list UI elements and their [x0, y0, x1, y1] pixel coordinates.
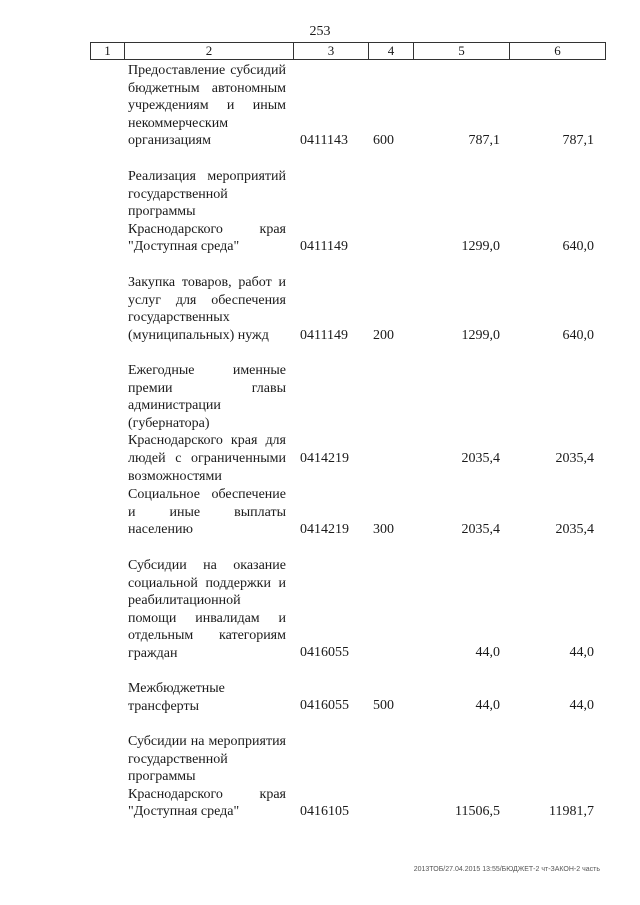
row-value-col5: 11506,5	[455, 804, 500, 820]
row-value-col6: 11981,7	[549, 804, 594, 820]
row-code: 0414219	[300, 522, 349, 538]
row-expense-type: 500	[373, 698, 394, 714]
row-description: Межбюджетные трансферты	[128, 681, 225, 714]
row-description: Закупка товаров, работ и услуг для обеспечения государственных (муниципальных) нужд	[128, 275, 286, 343]
table-row	[0, 62, 640, 150]
row-value-col5: 1299,0	[461, 328, 500, 344]
table-row	[0, 486, 640, 539]
row-description: Субсидии на мероприятия государственной программы Краснодарского края "Доступная среда"	[128, 734, 286, 820]
header-col-4: 4	[369, 43, 414, 59]
row-value-col5: 2035,4	[461, 522, 500, 538]
row-value-col5: 44,0	[475, 645, 500, 661]
row-description: Предоставление субсидий бюджетным автономным учреждениям и иным некоммерческим организациям	[128, 63, 286, 149]
row-code: 0416055	[300, 698, 349, 714]
page-number: 253	[309, 24, 331, 39]
table-row	[0, 274, 640, 345]
row-description: Ежегодные именные премии главы администрации (губернатора) Краснодарского края для людей с ограниченными возможностями	[128, 363, 286, 484]
header-col-2: 2	[125, 43, 294, 59]
header-col-6: 6	[554, 43, 561, 58]
row-code: 0411143	[300, 133, 348, 149]
row-expense-type: 200	[373, 328, 394, 344]
table-row	[0, 733, 640, 821]
document-footer-stamp: 2013ТОБ/27.04.2015 13:55/БЮДЖЕТ-2 чт-ЗАКОН-2 часть	[413, 866, 600, 873]
table-header-row	[90, 42, 606, 60]
row-expense-type: 300	[373, 522, 394, 538]
header-col-3: 3	[294, 43, 369, 59]
row-value-col5: 44,0	[475, 698, 500, 714]
row-value-col5: 2035,4	[461, 451, 500, 467]
table-row	[0, 362, 640, 484]
table-row	[0, 168, 640, 256]
row-code: 0416055	[300, 645, 349, 661]
row-value-col6: 2035,4	[555, 522, 594, 538]
row-description: Реализация мероприятий государственной программы Краснодарского края "Доступная среда"	[128, 169, 286, 255]
table-row	[0, 557, 640, 662]
row-value-col6: 640,0	[562, 239, 594, 255]
header-col-1: 1	[91, 43, 125, 59]
row-code: 0416105	[300, 804, 349, 820]
table-row	[0, 680, 640, 715]
row-value-col6: 640,0	[562, 328, 594, 344]
row-description: Социальное обеспечение и иные выплаты населению	[128, 487, 286, 538]
row-code: 0414219	[300, 451, 349, 467]
row-value-col6: 2035,4	[555, 451, 594, 467]
row-value-col5: 787,1	[468, 133, 500, 149]
row-value-col6: 44,0	[569, 645, 594, 661]
row-expense-type: 600	[373, 133, 394, 149]
row-code: 0411149	[300, 239, 348, 255]
row-value-col5: 1299,0	[461, 239, 500, 255]
header-col-5: 5	[414, 43, 510, 59]
row-code: 0411149	[300, 328, 348, 344]
row-value-col6: 787,1	[562, 133, 594, 149]
row-description: Субсидии на оказание социальной поддержки и реабилитационной помощи инвалидам и отдельным категориям граждан	[128, 558, 286, 661]
row-value-col6: 44,0	[569, 698, 594, 714]
